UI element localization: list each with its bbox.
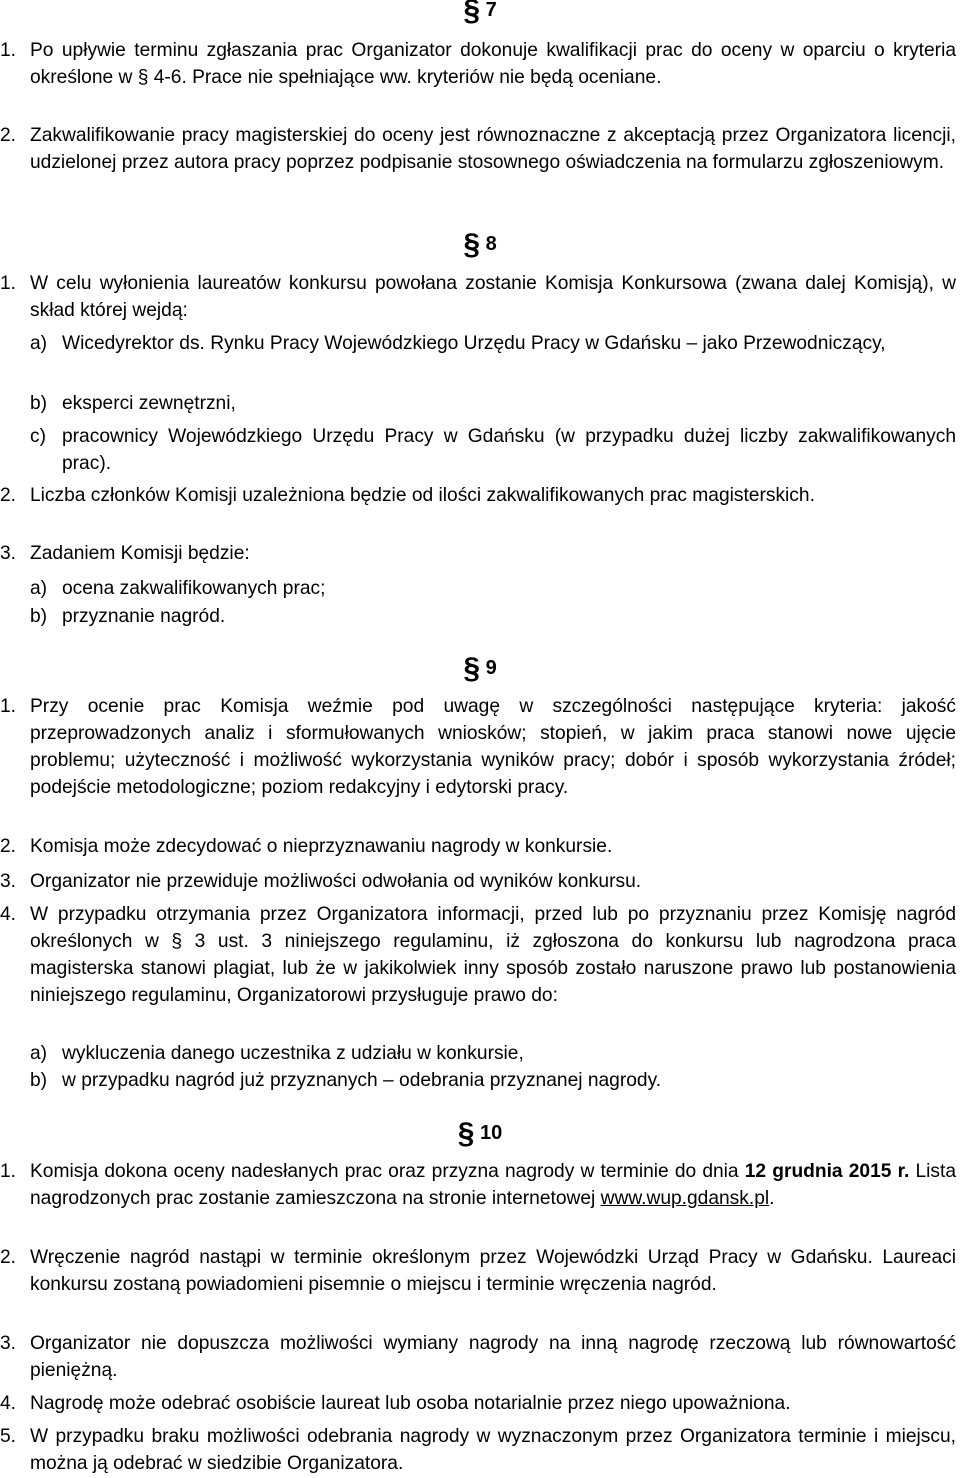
section-number: 10 [480, 1122, 503, 1144]
section-heading-8 [0, 228, 960, 261]
section-9-item-4-sub-b: b) w przypadku nagród już przyznanych – odebrania przyznanej nagrody. [30, 1070, 662, 1091]
section-heading-10 [0, 1117, 960, 1150]
paragraph-symbol: § [463, 228, 480, 261]
section-number: 7 [485, 0, 497, 21]
section-9-item-2: 2. Komisja może zdecydować o nieprzyznawaniu nagrody w konkursie. [0, 836, 613, 857]
section-9-item-3: 3. Organizator nie przewiduje możliwości odwołania od wyników konkursu. [0, 871, 642, 892]
section-9-item-4: 4. W przypadku otrzymania przez Organizatora informacji, przed lub po przyznaniu przez Komisję nagród określonych w § 3 ust. 3 niniejszego regulaminu, iż zgłoszona do konkursu lub nagrodzona praca magisterska stanowi plagiat, lub że w jakikolwiek inny sposób zostało naruszone prawo lub postanowienia niniejszego regulaminu, Organizatorowi przysługuje prawo do: [0, 904, 956, 1006]
section-8-item-1-sub-c: c) pracownicy Wojewódzkiego Urzędu Pracy w Gdańsku (w przypadku dużej liczby zakwalifikowanych prac). [30, 426, 956, 474]
paragraph-symbol: § [463, 652, 480, 685]
section-number: 9 [485, 657, 497, 679]
section-8-item-3: 3. Zadaniem Komisji będzie: [0, 543, 250, 564]
website-link[interactable]: www.wup.gdansk.pl [600, 1188, 770, 1209]
paragraph-symbol: § [463, 0, 480, 27]
section-10-item-2: 2. Wręczenie nagród nastąpi w terminie określonym przez Wojewódzki Urząd Pracy w Gdańsku. Laureaci konkursu zostaną powiadomieni pisemnie o miejscu i terminie wręczenia nagród. [0, 1247, 956, 1295]
section-heading-9 [0, 652, 960, 685]
section-7-item-1: 1. Po upływie terminu zgłaszania prac Organizator dokonuje kwalifikacji prac do oceny w oparciu o kryteria określone w § 4-6. Prace nie spełniające ww. kryteriów nie będą oceniane. [0, 40, 956, 88]
section-number: 8 [485, 233, 497, 255]
section-8-item-3-sub-b: b) przyznanie nagród. [30, 606, 226, 627]
section-8-item-1: 1. W celu wyłonienia laureatów konkursu powołana zostanie Komisja Konkursowa (zwana dalej Komisją), w skład której wejdą: [0, 273, 956, 321]
section-10-item-3: 3. Organizator nie dopuszcza możliwości wymiany nagrody na inną nagrodę rzeczową lub równowartość pieniężną. [0, 1333, 956, 1381]
section-8-item-1-sub-a: a) Wicedyrektor ds. Rynku Pracy Wojewódzkiego Urzędu Pracy w Gdańsku – jako Przewodniczący, [30, 333, 886, 354]
section-9-item-4-sub-a: a) wykluczenia danego uczestnika z udziału w konkursie, [30, 1043, 524, 1064]
section-9-item-1: 1. Przy ocenie prac Komisja weźmie pod uwagę w szczególności następujące kryteria: jakość przeprowadzonych analiz i sformułowanych wniosków; stopień, w jakim praca stanowi nowe ujęcie problemu; użyteczność i możliwość wykorzystania wyników pracy; dobór i sposób wykorzystania źródeł; podejście metodologiczne; poziom redakcyjny i edytorski pracy. [0, 696, 956, 798]
section-8-item-3-sub-a: a) ocena zakwalifikowanych prac; [30, 578, 326, 599]
section-10-item-5: 5. W przypadku braku możliwości odebrania nagrody w wyznaczonym przez Organizatora terminie i miejscu, można ją odebrać w siedzibie Organizatora. [0, 1426, 956, 1474]
section-7-item-2: 2. Zakwalifikowanie pracy magisterskiej do oceny jest równoznaczne z akceptacją przez Organizatora licencji, udzielonej przez autora pracy poprzez podpisanie stosownego oświadczenia na formularzu zgłoszeniowym. [0, 125, 956, 173]
section-8-item-2: 2. Liczba członków Komisji uzależniona będzie od ilości zakwalifikowanych prac magisterskich. [0, 485, 815, 506]
award-date: 12 grudnia 2015 r. [744, 1161, 910, 1182]
section-10-item-1: 1. Komisja dokona oceny nadesłanych prac oraz przyzna nagrody w terminie do dnia 12 grudnia 2015 r. Lista nagrodzonych prac zostanie zamieszczona na stronie internetowej www.wup.gdansk.pl. [0, 1161, 956, 1209]
section-10-item-4: 4. Nagrodę może odebrać osobiście laureat lub osoba notarialnie przez niego upoważniona. [0, 1393, 791, 1414]
paragraph-symbol: § [457, 1117, 475, 1150]
section-heading-7 [0, 0, 960, 27]
section-8-item-1-sub-b: b) eksperci zewnętrzni, [30, 393, 236, 414]
